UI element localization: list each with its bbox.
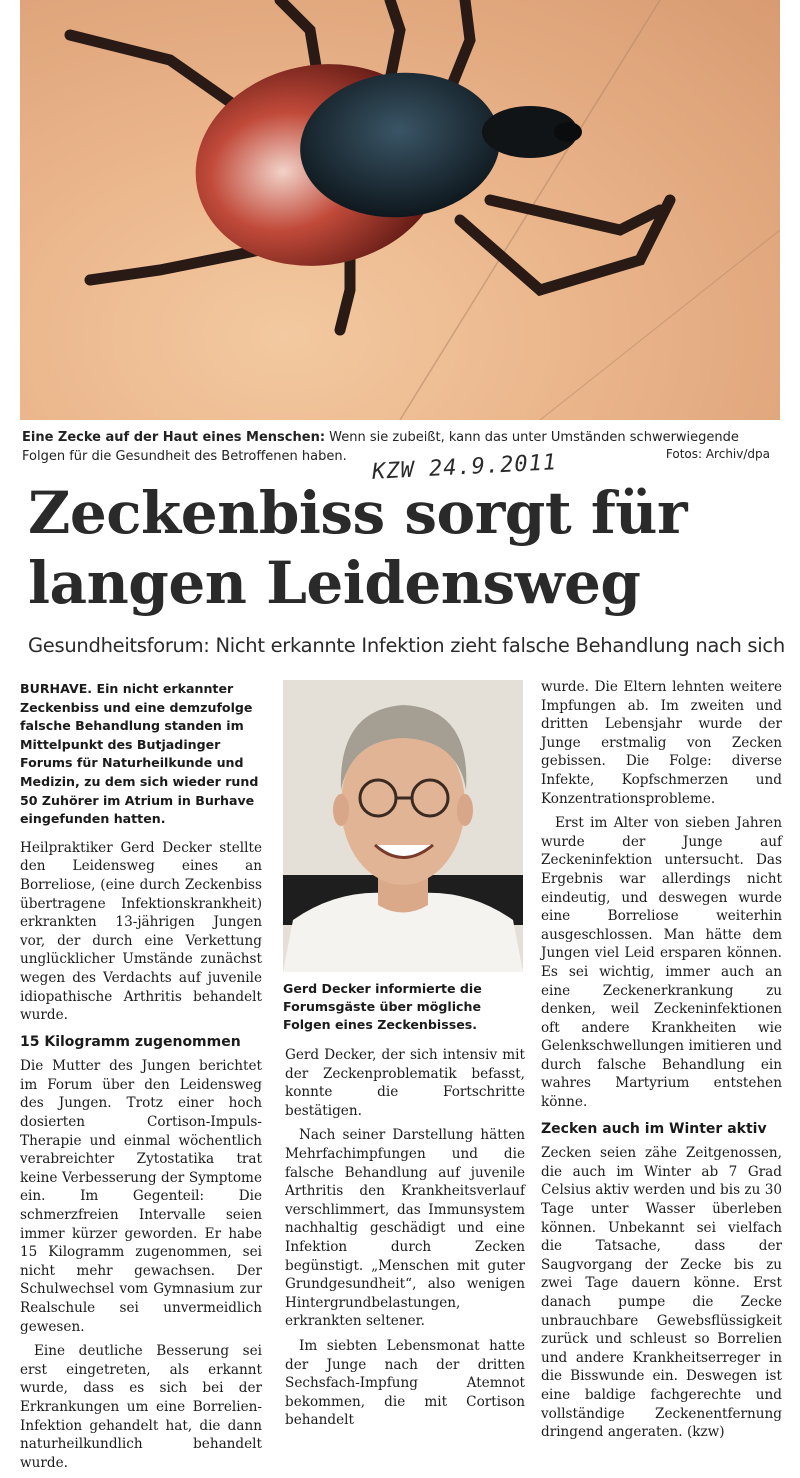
photo-credit: Fotos: Archiv/dpa [665, 447, 770, 461]
subheadline: Gesundheitsforum: Nicht erkannte Infektion zieht falsche Behandlung nach sich [28, 634, 785, 657]
section-subtitle-weight: 15 Kilogramm zugenommen [20, 1033, 241, 1050]
body-paragraph: Erst im Alter von sieben Jahren wurde der Junge auf Zeckeninfektion untersucht. Das Ergebnis war allerdings nicht eindeutig, und deswegen wurde eine Borreliose weiterhin ausgeschlossen. Man hätte dem Jungen viel Leid ersparen können. Es sei wichtig, immer auch an eine Zeckenerkrankung zu denken, weil Zeckeninfektionen oft andere Krankheiten wie Gelenkschwellungen imitieren und durch falsche Behandlung ein wahres Martyrium entstehen könne. [541, 815, 782, 1111]
body-paragraph: Heilpraktiker Gerd Decker stellte den Leidensweg eines an Borreliose, (eine durch Zeckenbiss übertragene Infektionskrankheit) erkrankten 13-jährigen Jungen vor, der durch eine Verkettung unglücklicher Umstände zunächst wegen des Verdachts auf juvenile idiopathische Arthritis behandelt wurde. [20, 839, 262, 1024]
handwritten-date-note: KZW 24.9.2011 [371, 450, 558, 485]
body-paragraph: wurde. Die Eltern lehnten weitere Impfungen ab. Im zweiten und dritten Lebensjahr wurde der Junge erstmalig von Zecken gebissen. Die Folge: diverse Infekte, Kopfschmerzen und Konzentrationsprobleme. [541, 679, 782, 807]
portrait-caption: Gerd Decker informierte die Forumsgäste über mögliche Folgen eines Zeckenbisses. [283, 981, 482, 1032]
tick-illustration [20, 0, 780, 420]
body-paragraph: Nach seiner Darstellung hätten Mehrfachimpfungen und die falsche Behandlung auf juvenile Arthritis den Krankheitsverlauf verschlimmert, das Immunsystem nachhaltig geschädigt und eine Infektion durch Zecken begünstigt. „Menschen mit guter Grundgesundheit“, also wenigen Hintergrundbelastungen, erkrankten seltener. [285, 1127, 525, 1330]
lead-paragraph [20, 680, 262, 829]
portrait-photo [283, 680, 523, 972]
headline-line-2: langen Leidensweg [28, 549, 641, 617]
photo-caption-bold: Eine Zecke auf der Haut eines Menschen: [22, 430, 326, 445]
body-paragraph: Im siebten Lebensmonat hatte der Junge nach der dritten Sechsfach-Impfung Atemnot bekommen, die mit Cortison behandelt [285, 1337, 525, 1429]
portrait-illustration [283, 680, 523, 972]
body-paragraph: Gerd Decker, der sich intensiv mit der Zeckenproblematik befasst, konnte die Fortschritte bestätigen. [285, 1047, 525, 1119]
tick-photo [20, 0, 780, 420]
dateline: BURHAVE. [20, 681, 93, 696]
author-tag: (kzw) [682, 1424, 725, 1441]
article-column-3 [541, 678, 782, 1448]
article-column-1 [20, 680, 262, 1478]
body-paragraph: Die Mutter des Jungen berichtet im Forum über den Leidensweg des Jungen. Trotz einer hoch dosierten Cortison-Impuls-Therapie und einmal wöchentlich verabreichter Zytostatika trat keine Verbesserung der Symptome ein. Im Gegenteil: Die schmerzfreien Intervalle seien immer kürzer geworden. Er habe 15 Kilogramm zugenommen, sei nicht mehr gewachsen. Der Schulwechsel vom Gymnasium zur Realschule sei unvermeidlich gewesen. [20, 1058, 262, 1335]
photo-caption-text: Wenn sie zubeißt, kann das unter Umständen schwerwiegende Folgen für die Gesundheit des Betroffenen haben. [22, 430, 739, 464]
lead-text: Ein nicht erkannter Zeckenbiss und eine demzufolge falsche Behandlung standen im Mittelpunkt des Butjadinger Forums für Naturheilkunde und Medizin, zu dem sich wieder rund 50 Zuhörer im Atrium in Burhave eingefunden hatten. [20, 681, 259, 827]
body-paragraph [541, 1144, 782, 1442]
body-paragraph-text: Zecken seien zähe Zeitgenossen, die auch im Winter ab 7 Grad Celsius aktiv werden und bis zu 30 Tage unter Wasser überleben können. Unbekannt sei vielfach die Tatsache, dass der Saugvorgang der Zecke bis zu zwei Tage dauern könne. Erst danach pumpe die Zecke unbrauchbare Gewebsflüssigkeit zurück und schleust so Borrelien und andere Krankheitserreger in die Bisswunde ein. Deswegen ist eine baldige fachgerechte und vollständige Zeckenentfernung dringend angeraten. [541, 1145, 782, 1441]
article-column-2 [285, 1046, 525, 1436]
section-subtitle-winter: Zecken auch im Winter aktiv [541, 1120, 767, 1137]
body-paragraph: Eine deutliche Besserung sei erst eingetreten, als erkannt wurde, dass es sich bei der Erkrankungen um eine Borrelien-Infektion gehandelt hat, die dann naturheilkundlich behandelt wurde. [20, 1343, 262, 1471]
headline [28, 478, 788, 618]
headline-line-1: Zeckenbiss sorgt für [28, 479, 688, 547]
